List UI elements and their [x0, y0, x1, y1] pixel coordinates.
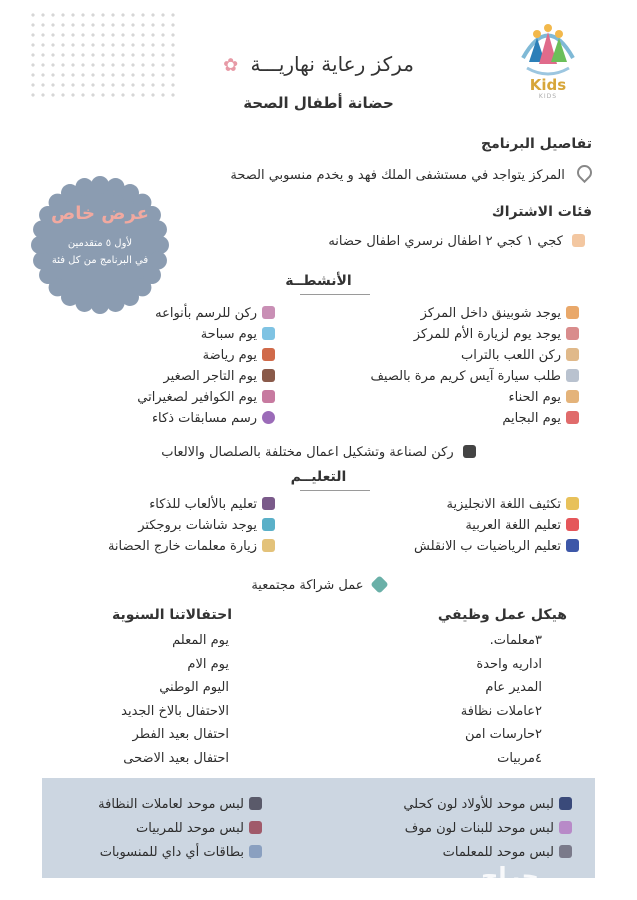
painting-icon — [262, 306, 275, 319]
list-item: احتفال بعيد الاضحى — [123, 750, 229, 766]
id-card-icon — [249, 845, 262, 858]
logo-subtext: KIDS — [538, 93, 558, 100]
list-item: لبس موحد لعاملات النظافة — [32, 797, 262, 821]
program-heading: تفاصيل البرنامج — [481, 136, 592, 152]
list-item: لبس موحد للبنات لون موف — [332, 821, 572, 845]
nanny-icon — [249, 821, 262, 834]
partnership-row — [0, 578, 637, 593]
mother-icon — [566, 327, 579, 340]
shopping-icon — [566, 306, 579, 319]
child-icon — [572, 234, 585, 247]
swimming-icon — [262, 327, 275, 340]
page-title — [0, 52, 637, 76]
merchant-icon — [262, 369, 275, 382]
haraj-watermark: حراج — [481, 862, 539, 890]
list-item: يوم التاجر الصغير — [45, 369, 275, 390]
clay-icon — [463, 445, 476, 458]
sand-play-icon — [566, 348, 579, 361]
hairdresser-icon — [262, 390, 275, 403]
education-left-list — [45, 497, 275, 560]
list-item: ٣معلمات. — [489, 633, 542, 648]
boy-icon — [559, 797, 572, 810]
structure-list — [342, 633, 542, 774]
list-item: المدير عام — [485, 680, 542, 695]
list-item: يوم الحناء — [319, 390, 579, 411]
activities-underline — [300, 294, 370, 295]
list-item: لبس موحد للمعلمات — [332, 845, 572, 869]
list-item: طلب سيارة آيس كريم مرة بالصيف — [319, 369, 579, 390]
list-item: تعليم اللغة العربية — [319, 518, 579, 539]
structure-heading: هيكل عمل وظيفي — [437, 607, 567, 623]
list-item: يوجد شاشات بروجكتر — [45, 518, 275, 539]
sports-icon — [262, 348, 275, 361]
list-item: يوم المعلم — [172, 633, 229, 648]
teacher-icon — [559, 845, 572, 858]
puzzle-game-icon — [262, 411, 275, 424]
celebrations-list — [29, 633, 229, 774]
page-title-text: مركز رعاية نهاريـــة — [250, 52, 414, 76]
program-text-row — [230, 165, 592, 183]
henna-icon — [566, 390, 579, 403]
partnership-text: عمل شراكة مجتمعية — [251, 578, 364, 593]
list-item: يوجد يوم لزيارة الأم للمركز — [319, 327, 579, 348]
celebrations-heading: احتفالاتنا السنوية — [111, 607, 232, 623]
list-item: ركن للرسم بأنواعه — [45, 306, 275, 327]
subscription-heading: فئات الاشتراك — [491, 204, 592, 220]
list-item: ٢حارسات امن — [465, 727, 542, 742]
list-item: يوم الام — [187, 656, 229, 672]
location-pin-icon — [574, 162, 595, 183]
projector-icon — [262, 518, 275, 531]
list-item: احتفال بعيد الفطر — [132, 727, 229, 742]
clay-corner-row — [0, 445, 637, 460]
logo-text: Kids — [529, 76, 567, 94]
activities-left-list — [45, 306, 275, 432]
program-text: المركز يتواجد في مستشفى الملك فهد و يخدم منسوبي الصحة — [230, 168, 565, 183]
puzzle-icon: ✿ — [223, 55, 239, 76]
list-item: يوم رياضة — [45, 348, 275, 369]
clay-corner-text: ركن لصناعة وتشكيل اعمال مختلفة بالصلصال والالعاب — [161, 445, 454, 460]
math-board-icon — [566, 539, 579, 552]
list-item: تكثيف اللغة الانجليزية — [319, 497, 579, 518]
subscription-row — [328, 234, 585, 249]
activities-right-list — [319, 306, 579, 432]
ice-cream-truck-icon — [566, 369, 579, 382]
list-item: يوم البجايم — [319, 411, 579, 432]
offer-line-1: لأول ٥ متقدمين — [67, 238, 133, 249]
list-item: بطاقات أي داي للمنسوبات — [32, 845, 262, 869]
list-item: رسم مسابقات ذكاء — [45, 411, 275, 432]
uniforms-right-list — [332, 797, 572, 869]
list-item: يوجد شوبينق داخل المركز — [319, 306, 579, 327]
pajamas-icon — [566, 411, 579, 424]
list-item: ٢عاملات نظافة — [460, 703, 542, 719]
page-subtitle: حضانة أطفال الصحة — [243, 94, 394, 112]
partnership-icon — [370, 575, 388, 593]
list-item: لبس موحد للأولاد لون كحلي — [332, 797, 572, 821]
activities-heading: الأنشطــة — [285, 273, 352, 289]
arabic-letter-icon — [566, 518, 579, 531]
list-item: لبس موحد للمربيات — [32, 821, 262, 845]
list-item: تعليم الرياضيات ب الانقلش — [319, 539, 579, 560]
books-icon — [262, 497, 275, 510]
education-underline — [300, 490, 370, 491]
offer-title: عرض خاص — [51, 203, 149, 224]
uniforms-left-list — [32, 797, 262, 869]
offer-line-2: في البرنامج من كل فئة — [51, 255, 149, 266]
list-item: زيارة معلمات خارج الحضانة — [45, 539, 275, 560]
education-right-list — [319, 497, 579, 560]
list-item: يوم سباحة — [45, 327, 275, 348]
list-item: الاحتفال بالاخ الجديد — [121, 703, 229, 719]
education-heading: التعليــم — [290, 469, 347, 485]
list-item: تعليم بالألعاب للذكاء — [45, 497, 275, 518]
visit-icon — [262, 539, 275, 552]
list-item: يوم الكوافير لصغيراتي — [45, 390, 275, 411]
list-item: اليوم الوطني — [159, 680, 229, 695]
girl-icon — [559, 821, 572, 834]
list-item: ركن اللعب بالتراب — [319, 348, 579, 369]
list-item: اداريه واحدة — [476, 656, 542, 672]
list-item: ٤مربيات — [497, 750, 542, 766]
subscription-text: كجي ١ كجي ٢ اطفال نرسري اطفال حضانه — [328, 234, 563, 249]
english-icon — [566, 497, 579, 510]
cleaner-icon — [249, 797, 262, 810]
